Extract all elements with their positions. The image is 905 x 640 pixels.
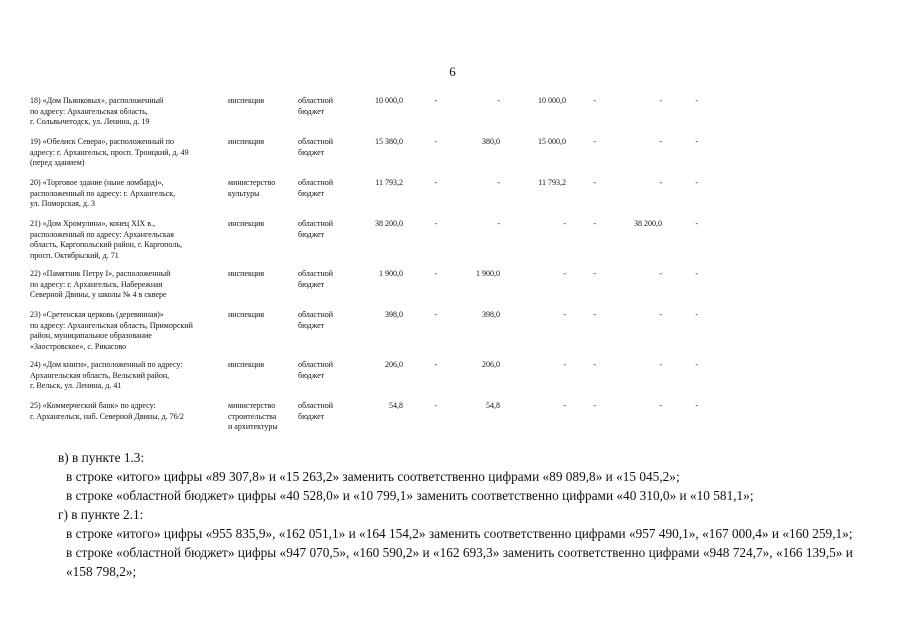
table-row [30,178,720,219]
amendment-paragraph: в строке «итого» цифры «89 307,8» и «15 263,2» заменить соответственно цифрами «89 089,8» и «15 045,2»; [66,469,680,484]
amount-cell: - [695,360,698,369]
amount-cell: - [434,137,437,146]
amount-cell: - [659,269,662,278]
amount-cell: 380,0 [482,137,500,146]
amendment-paragraph: в строке «итого» цифры «955 835,9», «162 051,1» и «164 154,2» заменить соответственно цифрами «957 490,1», «167 000,4» и «160 259,1»; [66,526,853,541]
object-name-cell: 20) «Торговое здание (ныне ломбард)», расположенный по адресу: г. Архангельск, ул. Поморская, д. 3 [30,178,176,209]
object-name-cell: 24) «Дом книги», расположенный по адресу: Архангельская область, Вельский район, г. Вельск, ул. Ленина, д. 41 [30,360,183,391]
amount-cell: - [695,401,698,410]
object-name-cell: 21) «Дом Хромулина», конец XIX в., расположенный по адресу: Архангельская область, Каргопольский район, г. Каргополь, просп. Октябрьский, д. 71 [30,219,182,260]
funding-source-cell: областной бюджет [298,219,334,239]
amount-cell: - [434,96,437,105]
amount-total-cell: 398,0 [385,310,403,319]
amount-cell: - [593,96,596,105]
amount-total-cell: 54,8 [389,401,403,410]
amendment-paragraph: г) в пункте 2.1: [58,507,144,522]
table-row [30,360,720,401]
amount-total-cell: 1 900,0 [379,269,403,278]
executor-cell: инспекция [228,137,265,146]
amount-cell: - [695,137,698,146]
funding-source-cell: областной бюджет [298,310,334,330]
amount-cell: - [659,96,662,105]
amount-cell: - [434,178,437,187]
amount-cell: 15 000,0 [538,137,566,146]
amount-cell: - [434,269,437,278]
amount-cell: - [497,96,500,105]
amount-cell: - [695,219,698,228]
amount-cell: - [593,401,596,410]
amount-cell: - [659,310,662,319]
amount-cell: - [434,360,437,369]
amount-cell: - [659,178,662,187]
table-row [30,137,720,178]
amount-cell: - [593,219,596,228]
executor-cell: министерство культуры [228,178,276,198]
amount-cell: - [659,137,662,146]
amendment-text [30,448,870,581]
amount-cell: 38 200,0 [634,219,662,228]
amount-cell: - [659,360,662,369]
amount-cell: - [593,137,596,146]
amount-total-cell: 15 380,0 [375,137,403,146]
amount-cell: - [434,310,437,319]
amount-cell: - [593,269,596,278]
amount-cell: 398,0 [482,310,500,319]
funding-source-cell: областной бюджет [298,96,334,116]
table-row [30,96,720,137]
table-row [30,219,720,269]
amount-cell: - [563,401,566,410]
amount-total-cell: 11 793,2 [375,178,403,187]
executor-cell: инспекция [228,360,265,369]
amount-cell: 206,0 [482,360,500,369]
amount-total-cell: 38 200,0 [375,219,403,228]
amount-cell: - [695,269,698,278]
amount-cell: - [593,178,596,187]
page-number: 6 [449,64,456,79]
amendment-paragraph: в строке «областной бюджет» цифры «40 528,0» и «10 799,1» заменить соответственно цифрами «40 310,0» и «10 581,1»; [66,488,754,503]
table-row [30,269,720,310]
funding-source-cell: областной бюджет [298,360,334,380]
object-name-cell: 18) «Дом Пьянковых», расположенный по адресу: Архангельская область, г. Сольвычегодск, ул. Ленина, д. 19 [30,96,164,127]
funding-source-cell: областной бюджет [298,401,334,421]
executor-cell: инспекция [228,269,265,278]
amendment-paragraph: в строке «областной бюджет» цифры «947 070,5», «160 590,2» и «162 693,3» заменить соответственно цифрами «948 724,7», «166 139,5» и «158 798,2»; [66,545,853,579]
table-row [30,401,720,441]
amount-cell: - [563,360,566,369]
amendment-paragraph: в) в пункте 1.3: [58,450,145,465]
object-name-cell: 22) «Памятник Петру I», расположенный по адресу: г. Архангельск, Набережная Северной Двины, у школы № 4 в сквере [30,269,171,300]
executor-cell: инспекция [228,219,265,228]
funding-source-cell: областной бюджет [298,137,334,157]
amount-cell: - [434,401,437,410]
amount-cell: - [695,178,698,187]
amount-cell: 54,8 [486,401,500,410]
amount-cell: 1 900,0 [476,269,500,278]
amount-cell: - [593,310,596,319]
amount-cell: - [563,219,566,228]
executor-cell: инспекция [228,96,265,105]
amount-cell: - [563,310,566,319]
amount-total-cell: 10 000,0 [375,96,403,105]
amount-cell: 11 793,2 [538,178,566,187]
object-name-cell: 23) «Сретенская церковь (деревянная)» по адресу: Архангельская область, Приморский район, муниципальное образование «Заостровское», с. Рикасово [30,310,193,351]
amount-cell: - [695,96,698,105]
amount-cell: 10 000,0 [538,96,566,105]
amount-cell: - [659,401,662,410]
object-name-cell: 19) «Обелиск Севера», расположенный по адресу: г. Архангельск, просп. Троицкий, д. 49 (перед зданием) [30,137,189,168]
executor-cell: инспекция [228,310,265,319]
table-row [30,310,720,360]
amount-total-cell: 206,0 [385,360,403,369]
executor-cell: министерство строительства и архитектуры [228,401,278,432]
amount-cell: - [563,269,566,278]
amount-cell: - [434,219,437,228]
amount-cell: - [497,178,500,187]
object-name-cell: 25) «Коммерческий банк» по адресу: г. Архангельск, наб. Северной Двины, д. 76/2 [30,401,184,421]
amount-cell: - [497,219,500,228]
funding-source-cell: областной бюджет [298,269,334,289]
amount-cell: - [593,360,596,369]
amount-cell: - [695,310,698,319]
funding-source-cell: областной бюджет [298,178,334,198]
